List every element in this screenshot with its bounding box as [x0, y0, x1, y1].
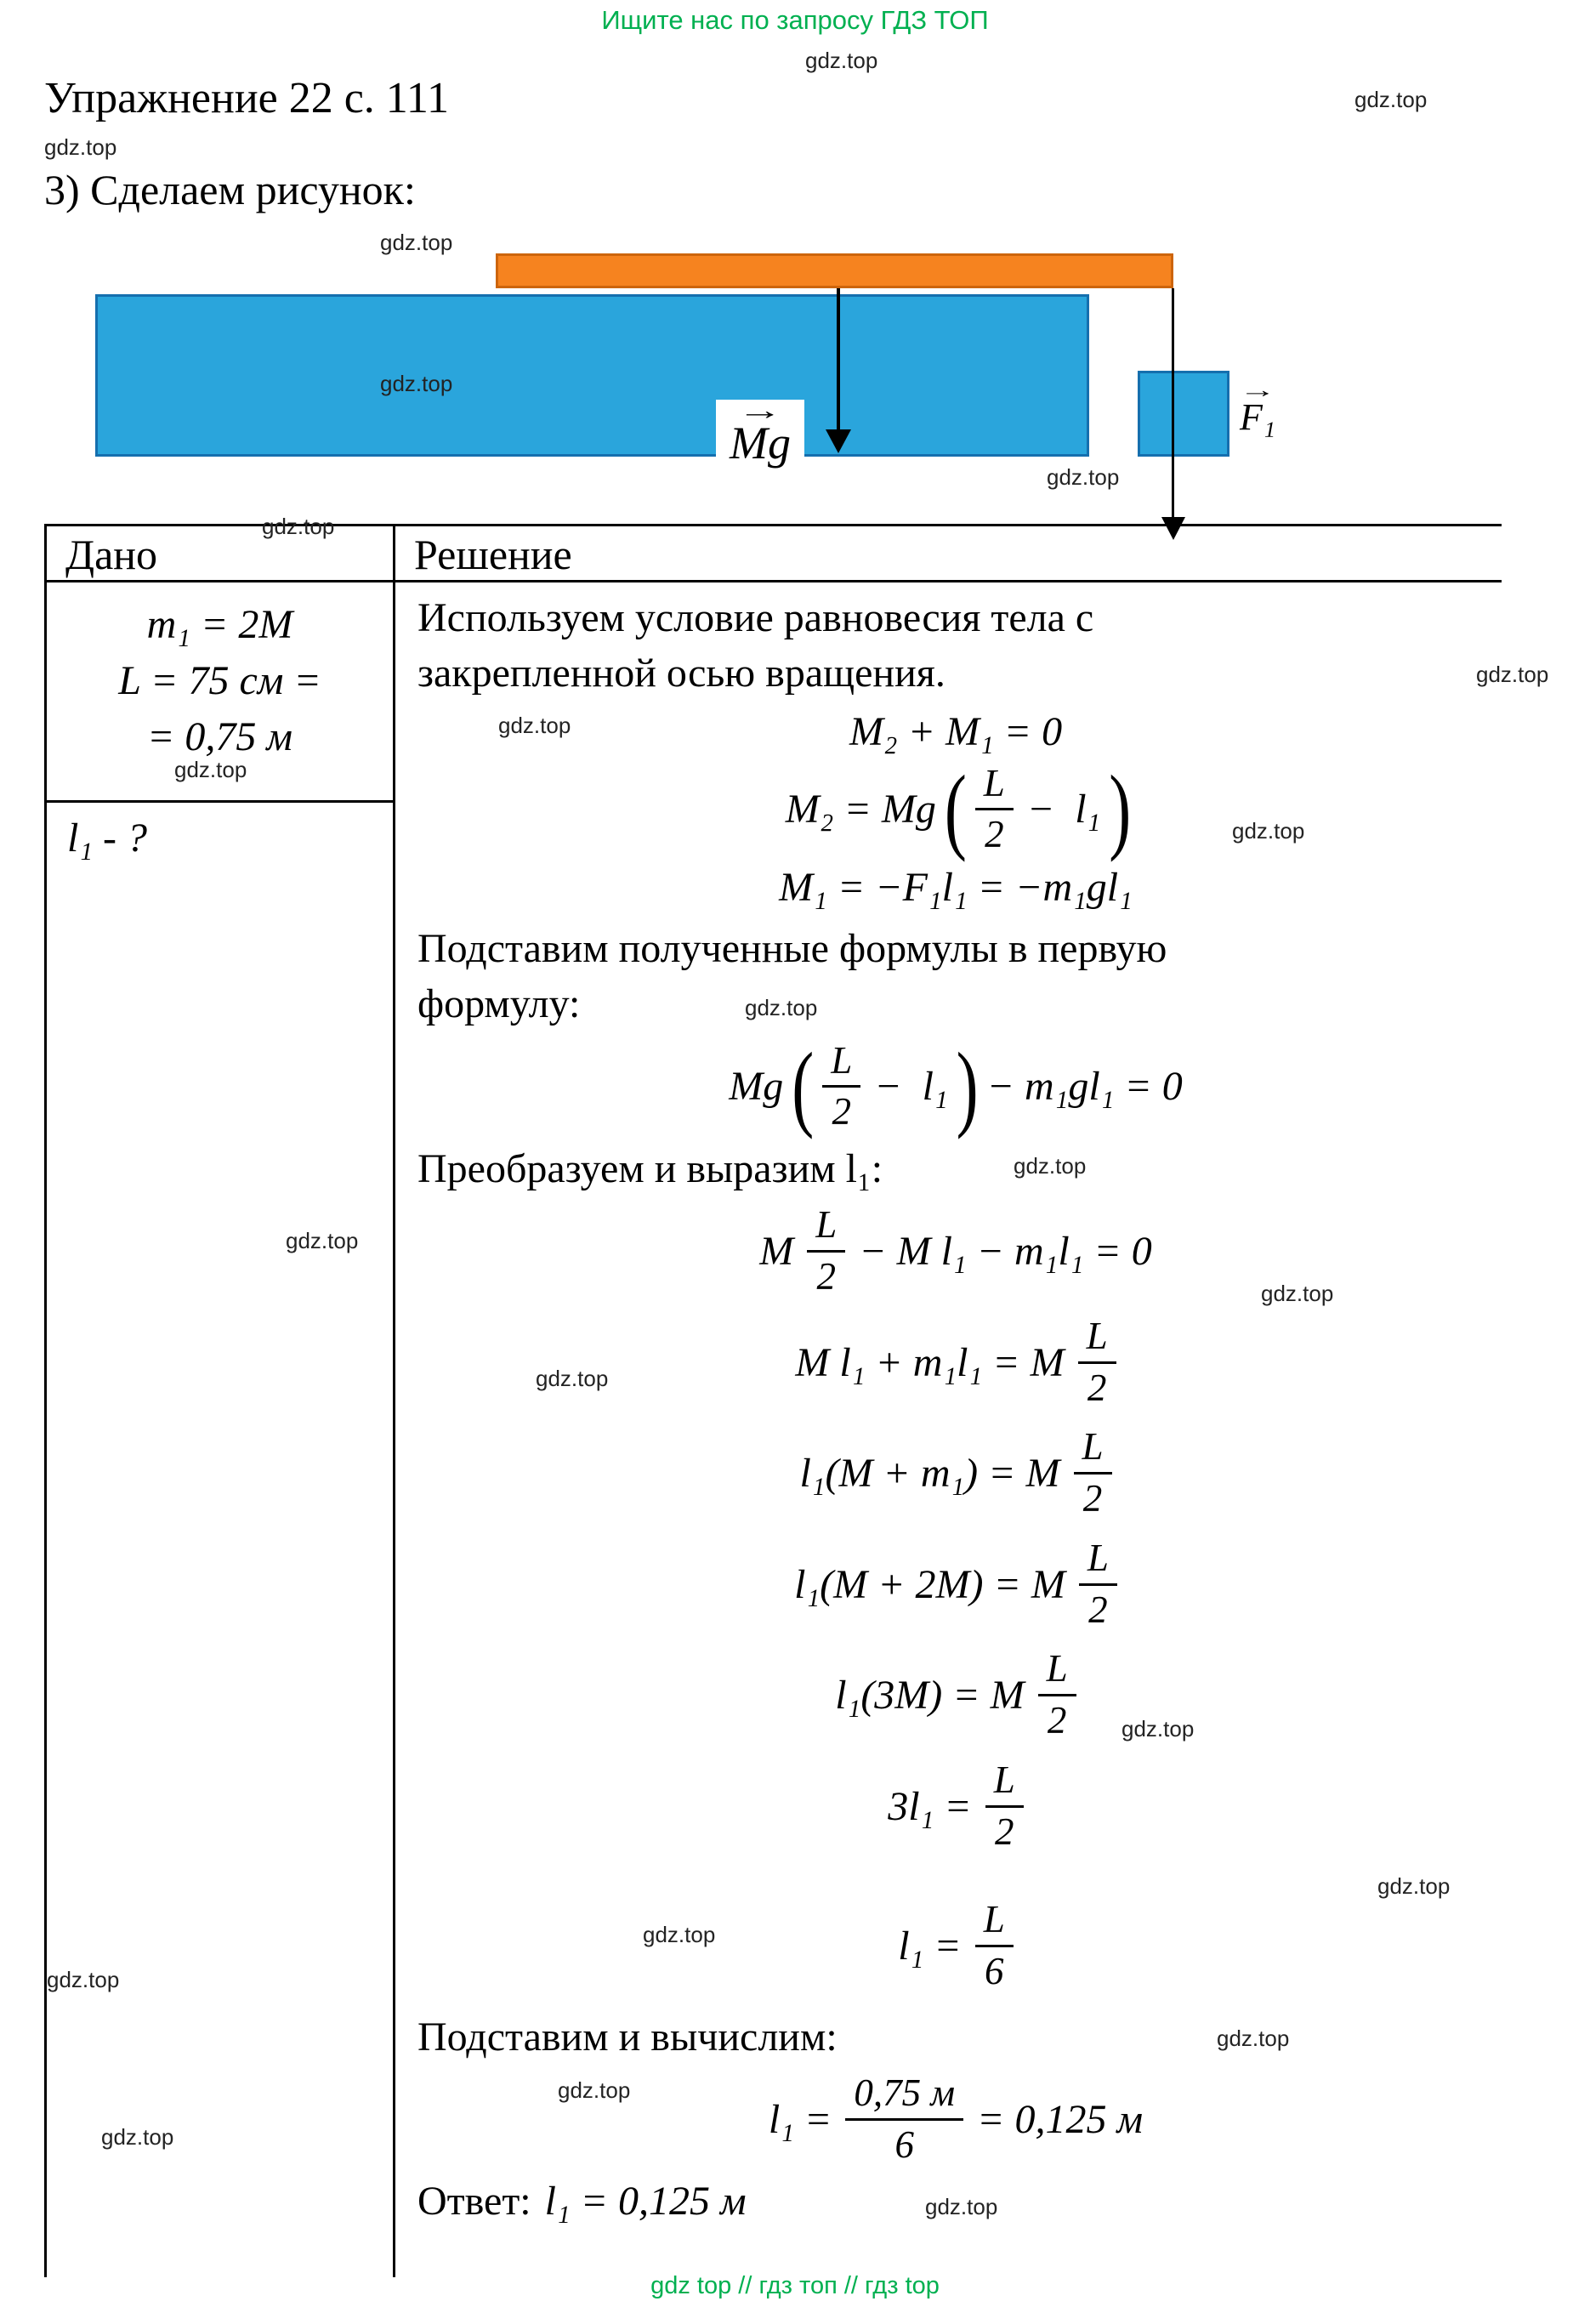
solution-paragraph: закрепленной осью вращения. — [417, 651, 945, 696]
open-paren: ( — [944, 754, 967, 863]
fraction-numerator: L — [807, 1203, 845, 1253]
watermark: gdz.top — [745, 995, 818, 1020]
formula-text: l₁ = — [768, 2096, 832, 2142]
formula-text: Mg — [729, 1064, 784, 1110]
footer-banner: gdz top // гдз топ // гдз top — [650, 2272, 940, 2299]
mg-force-arrowhead-icon — [826, 429, 851, 453]
watermark: gdz.top — [174, 757, 247, 782]
step-label: 3) Сделаем рисунок: — [44, 166, 416, 213]
watermark: gdz.top — [380, 230, 453, 255]
formula-text: 3l₁ = — [888, 1783, 972, 1829]
fraction — [845, 2071, 963, 2168]
formula-text: − l₁ — [1026, 787, 1101, 832]
formula-three-l1 — [417, 1759, 1494, 1855]
fraction — [1074, 1425, 1112, 1521]
watermark: gdz.top — [805, 48, 878, 73]
fraction-denominator: 2 — [832, 1090, 851, 1134]
formula-sum-of-moments — [417, 708, 1494, 755]
formula-text: M — [759, 1229, 794, 1275]
watermark: gdz.top — [1476, 662, 1549, 687]
fraction — [975, 762, 1014, 858]
fraction-numerator: L — [975, 762, 1014, 811]
fraction-denominator: 2 — [994, 1810, 1014, 1853]
mg-vector-label — [716, 395, 804, 470]
given-line: L = 75 см = — [118, 658, 321, 704]
formula-text: = 0,125 м — [977, 2096, 1144, 2142]
f1-force-arrowhead-icon — [1161, 517, 1185, 540]
f1-force-arrow-line — [1172, 288, 1174, 520]
watermark: gdz.top — [1232, 818, 1305, 844]
fraction — [975, 1898, 1014, 1994]
watermark: gdz.top — [1014, 1153, 1087, 1179]
watermark: gdz.top — [1377, 1873, 1451, 1899]
formula-m2-definition — [417, 754, 1494, 863]
fraction-denominator: 2 — [1088, 1588, 1108, 1631]
watermark: gdz.top — [47, 1967, 120, 1992]
open-paren: ( — [792, 1032, 815, 1140]
fraction-numerator: L — [1078, 1315, 1116, 1364]
formula-text: l₁ = — [898, 1923, 962, 1969]
close-paren: ) — [1109, 754, 1132, 863]
watermark: gdz.top — [1217, 2026, 1290, 2051]
formula-text: М₂ + М₁ = 0 — [849, 708, 1063, 754]
watermark: gdz.top — [101, 2124, 174, 2150]
fraction-denominator: 2 — [816, 1255, 836, 1298]
fraction-numerator: L — [1079, 1537, 1117, 1586]
fraction — [1038, 1647, 1076, 1743]
orange-plank — [496, 253, 1173, 288]
find-line: l₁ - ? — [67, 815, 148, 861]
solution-header: Решение — [414, 531, 572, 578]
watermark: gdz.top — [498, 713, 571, 738]
solution-paragraph: формулу: — [417, 981, 581, 1027]
solution-column — [395, 585, 1504, 2225]
fraction — [1078, 1315, 1116, 1411]
watermark: gdz.top — [286, 1228, 359, 1253]
f1-label-text: F₁ — [1240, 396, 1276, 439]
formula-factor-l1 — [417, 1425, 1494, 1521]
fraction-denominator: 2 — [1087, 1366, 1107, 1409]
fraction-numerator: L — [822, 1039, 860, 1088]
vector-arrow-icon: → — [1239, 378, 1276, 402]
close-paren: ) — [956, 1032, 979, 1140]
formula-three-m — [417, 1647, 1494, 1743]
formula-text: l₁(3М) = M — [835, 1673, 1025, 1719]
fraction-numerator: L — [1074, 1425, 1112, 1475]
fraction-denominator: 6 — [894, 2122, 914, 2166]
formula-m1-definition — [417, 864, 1494, 911]
f1-vector-label — [1239, 378, 1276, 439]
watermark: gdz.top — [558, 2077, 631, 2103]
solution-paragraph: Используем условие равновесия тела с — [417, 595, 1094, 640]
watermark: gdz.top — [44, 134, 117, 160]
watermark: gdz.top — [643, 1922, 716, 1947]
fraction-denominator: 2 — [1047, 1699, 1067, 1742]
watermark: gdz.top — [1047, 464, 1120, 490]
top-banner: Ищите нас по запросу ГДЗ ТОП — [601, 5, 989, 35]
fraction — [822, 1039, 860, 1135]
formula-substitution — [417, 1032, 1494, 1140]
solution-paragraph: Преобразуем и выразим l₁: — [417, 1146, 883, 1192]
solution-paragraph: Подставим и вычислим: — [417, 2014, 838, 2060]
formula-substitute-mass — [417, 1537, 1494, 1633]
formula-collect-terms — [417, 1315, 1494, 1411]
fraction — [985, 1759, 1024, 1855]
fraction-denominator: 2 — [985, 813, 1004, 856]
formula-l1-result — [417, 1898, 1494, 1994]
watermark: gdz.top — [1354, 87, 1428, 112]
formula-text: − M l₁ − m₁l₁ = 0 — [859, 1229, 1152, 1275]
blue-board — [95, 294, 1089, 457]
fraction-numerator: L — [1038, 1647, 1076, 1696]
mg-force-arrow-line — [837, 288, 840, 433]
formula-text: l₁(М + m₁) = M — [799, 1451, 1060, 1497]
given-line: = 0,75 м — [146, 714, 293, 760]
solution-table — [44, 524, 1502, 2277]
formula-text: l₁(М + 2М) = M — [794, 1561, 1065, 1607]
answer-value: l₁ = 0,125 м — [544, 2178, 747, 2224]
given-column — [47, 585, 393, 861]
page-title: Упражнение 22 с. 111 — [44, 74, 449, 122]
watermark: gdz.top — [262, 514, 335, 539]
mg-label-text: Mg — [730, 418, 791, 469]
fraction-numerator: 0,75 м — [845, 2071, 963, 2121]
fraction-denominator: 2 — [1082, 1477, 1103, 1520]
formula-text: М₁ = −F₁l₁ = −m₁gl₁ — [779, 865, 1133, 911]
formula-text: − l₁ — [874, 1064, 948, 1110]
solution-paragraph: Подставим полученные формулы в первую — [417, 926, 1167, 972]
fraction — [807, 1203, 845, 1299]
given-header: Дано — [65, 531, 158, 578]
watermark: gdz.top — [380, 371, 453, 396]
fraction-numerator: L — [985, 1759, 1024, 1808]
fraction-numerator: L — [975, 1898, 1014, 1947]
blue-support — [1138, 371, 1229, 457]
vector-arrow-icon: → — [737, 395, 783, 425]
formula-text: M l₁ + m₁l₁ = M — [795, 1339, 1065, 1385]
formula-text: М₂ = Mg — [785, 787, 936, 832]
watermark: gdz.top — [925, 2194, 998, 2219]
fraction — [1079, 1537, 1117, 1633]
formula-text: − m₁gl₁ = 0 — [986, 1064, 1183, 1110]
fraction-denominator: 6 — [984, 1950, 1004, 1993]
watermark: gdz.top — [1122, 1716, 1195, 1742]
watermark: gdz.top — [1261, 1281, 1334, 1306]
answer-label: Ответ: — [417, 2178, 531, 2224]
watermark: gdz.top — [536, 1366, 609, 1391]
given-line: m₁ = 2M — [146, 602, 293, 647]
